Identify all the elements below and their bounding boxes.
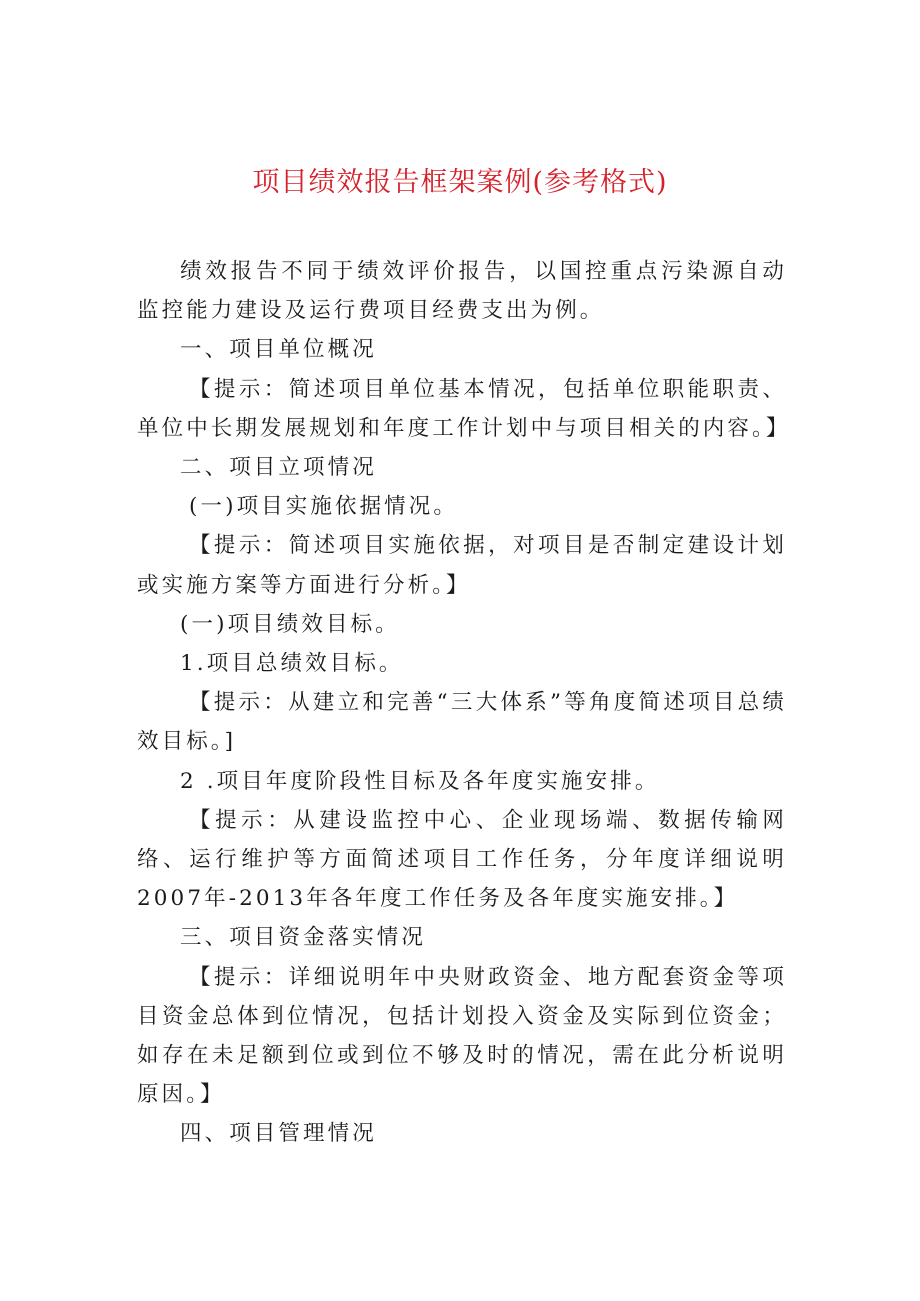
document-title: 项目绩效报告框架案例(参考格式): [252, 167, 668, 198]
subsection-heading: (一)项目绩效目标。: [180, 611, 400, 637]
section-heading-4: 四、项目管理情况: [180, 1121, 377, 1147]
item-heading: 1.项目总绩效目标。: [180, 651, 404, 677]
section-heading-2: 二、项目立项情况: [180, 455, 377, 481]
intro-paragraph: 绩效报告不同于绩效评价报告，以国控重点污染源自动监控能力建设及运行费项目经费支出为例。: [137, 259, 787, 324]
hint-paragraph: 【提示：从建设监控中心、企业现场端、数据传输网络、运行维护等方面简述项目工作任务，分年度详细说明2007年-2013年各年度工作任务及各年度实施安排。】: [137, 807, 787, 912]
hint-paragraph: 【提示：简述项目单位基本情况，包括单位职能职责、单位中长期发展规划和年度工作计划中与项目相关的内容。】: [137, 376, 791, 441]
hint-paragraph: 【提示：从建立和完善“三大体系”等角度简述项目总绩效目标。]: [137, 690, 787, 755]
section-heading-3: 三、项目资金落实情况: [180, 925, 427, 951]
document-body: [137, 252, 791, 1154]
hint-paragraph: 【提示：简述项目实施依据，对项目是否制定建设计划或实施方案等方面进行分析。】: [137, 533, 787, 598]
hint-paragraph: 【提示：详细说明年中央财政资金、地方配套资金等项目资金总体到位情况，包括计划投入资金及实际到位资金；如存在未足额到位或到位不够及时的情况，需在此分析说明原因。】: [137, 964, 787, 1108]
item-heading: 2 .项目年度阶段性目标及各年度实施安排。: [180, 768, 660, 794]
subsection-heading: (一)项目实施依据情况。: [189, 494, 458, 520]
section-heading-1: 一、项目单位概况: [180, 337, 377, 363]
